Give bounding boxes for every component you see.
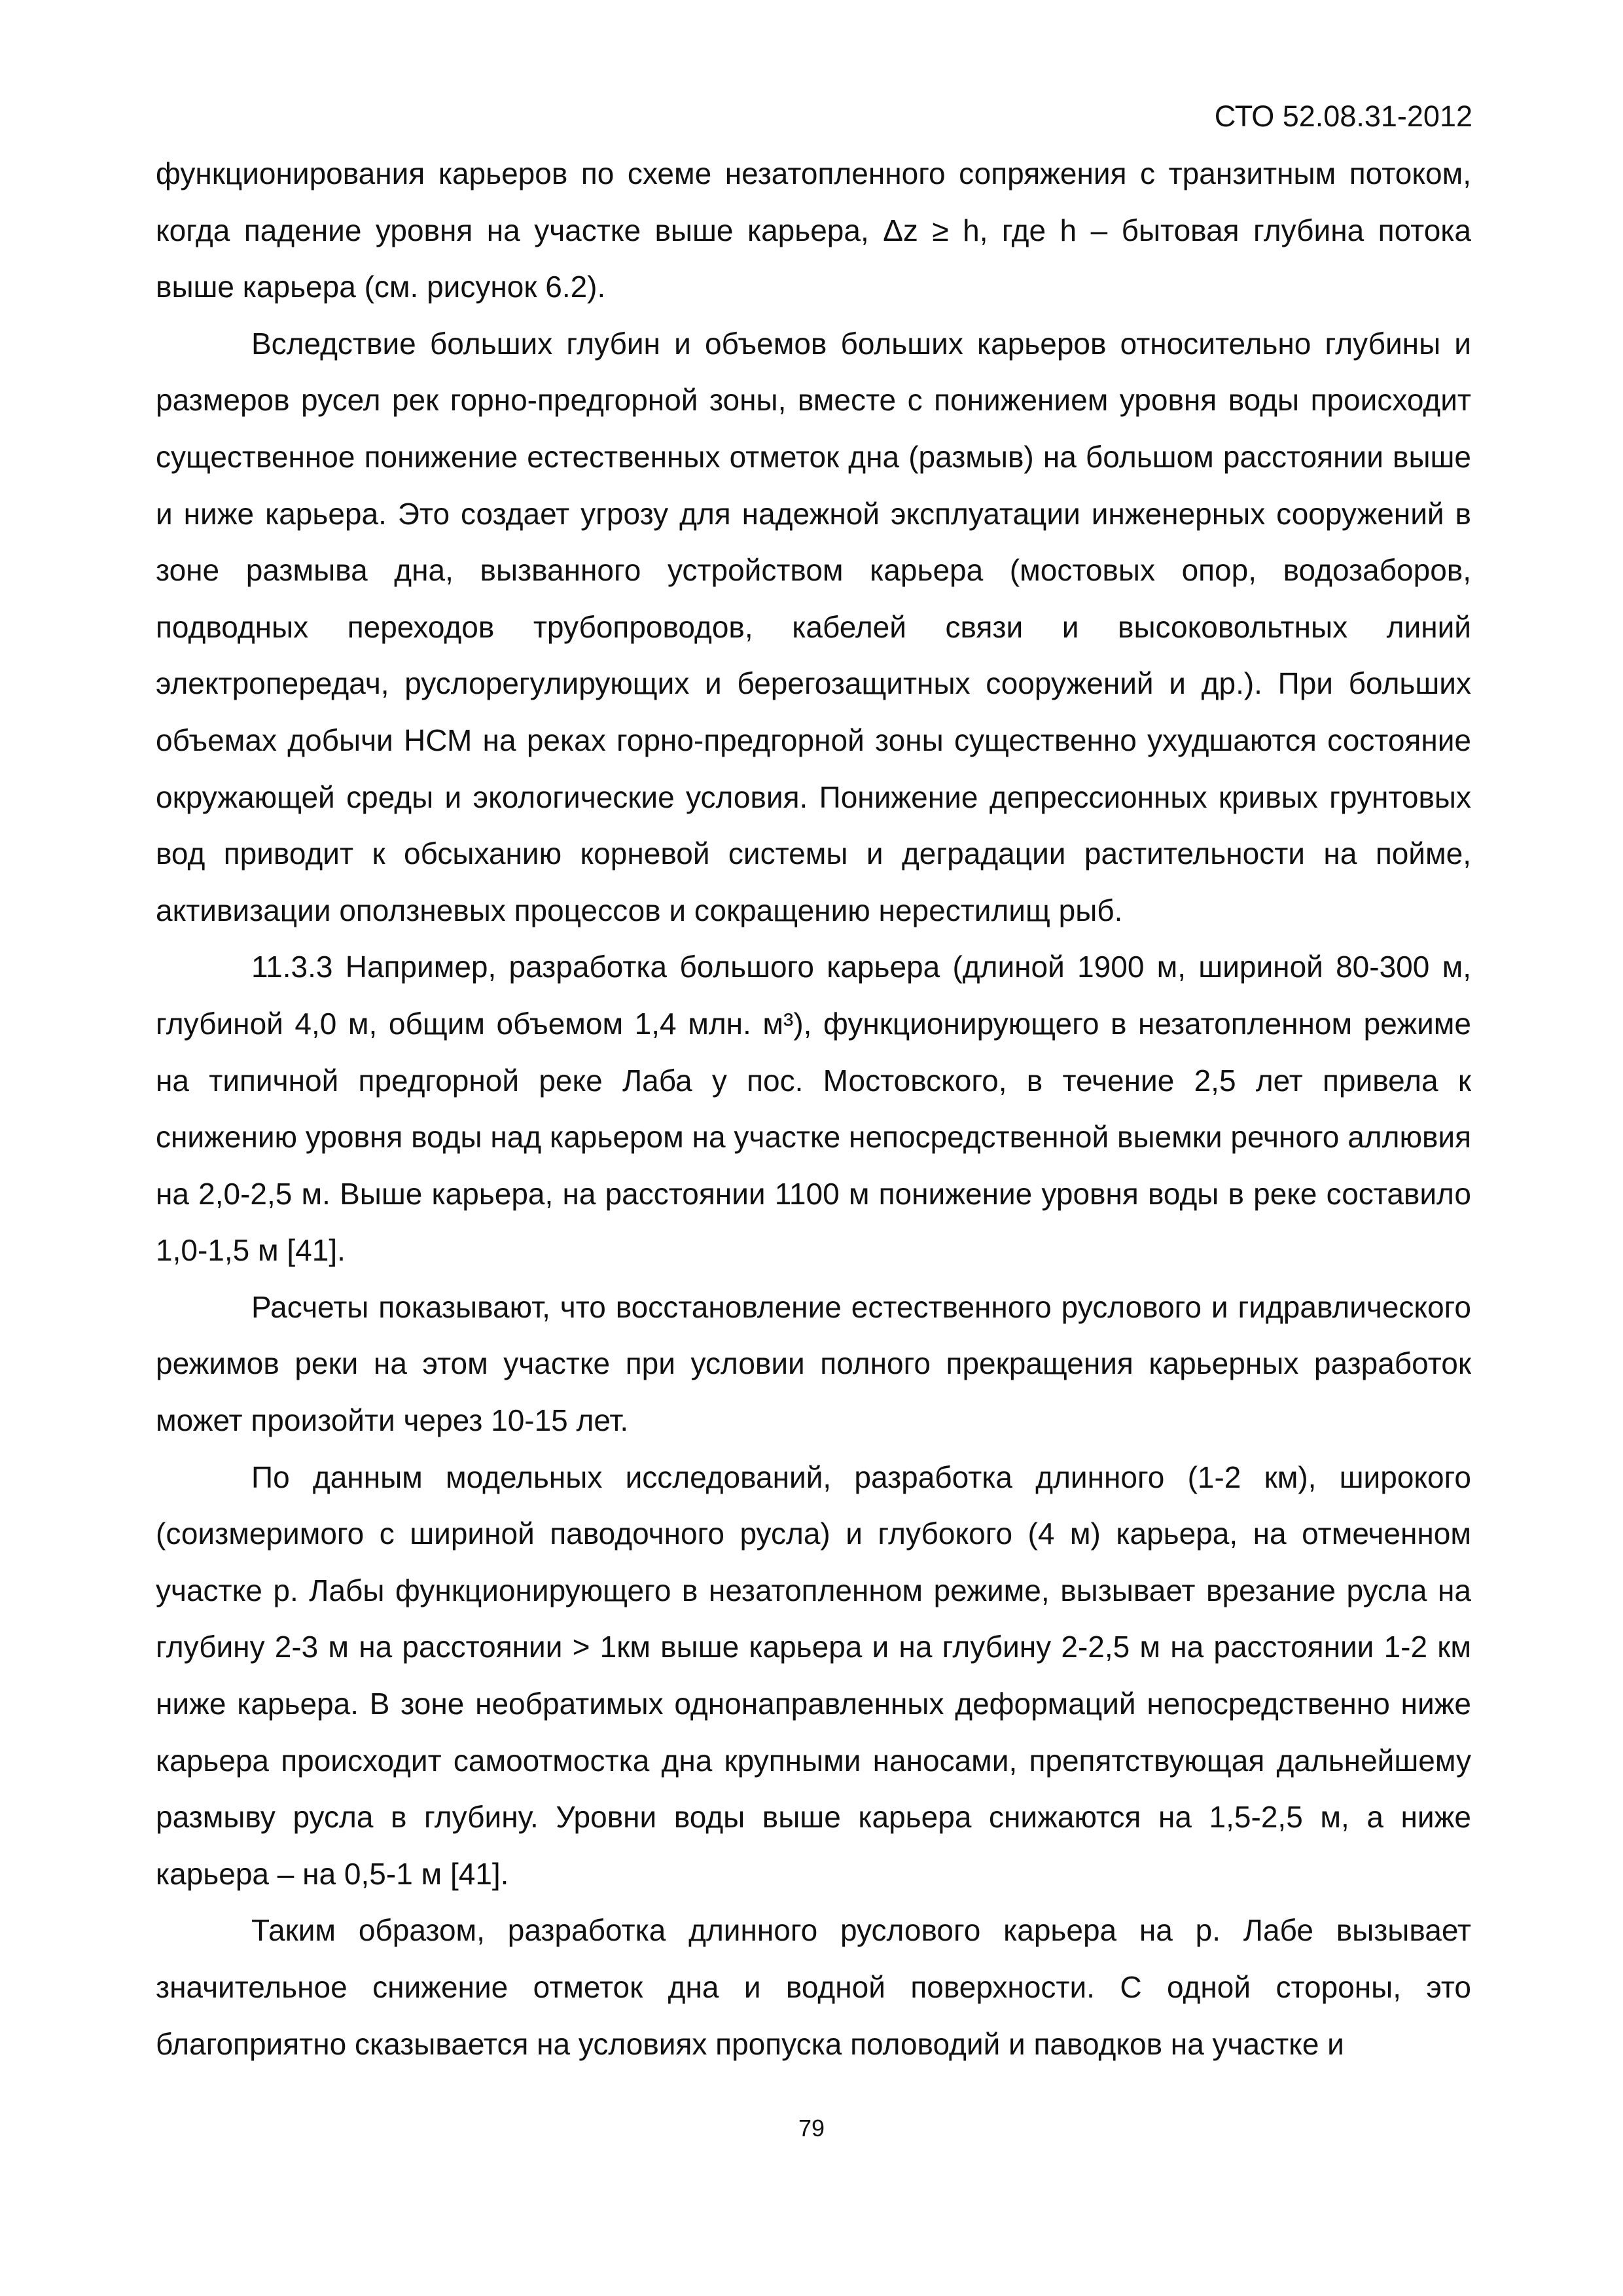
- body-text: [156, 145, 1471, 2072]
- document-code: СТО 52.08.31-2012: [1214, 99, 1472, 133]
- paragraph-conclusion: Таким образом, разработка длинного руслового карьера на р. Лабе вызывает значительное снижение отметок дна и водной поверхности. С одной стороны, это благоприятно сказывается на условиях пропуска половодий и паводков на участке и: [156, 1913, 1471, 2061]
- paragraph-continuation: функционирования карьеров по схеме незатопленного сопряжения с транзитным потоком, когда падение уровня на участке выше карьера, Δz ≥ h, где h – бытовая глубина потока выше карьера (см. рисунок 6.2).: [156, 156, 1471, 304]
- paragraph-recovery-calculations: Расчеты показывают, что восстановление естественного руслового и гидравлического режимов реки на этом участке при условии полного прекращения карьерных разработок может произойти через 10-15 лет.: [156, 1289, 1471, 1438]
- paragraph-model-studies: По данным модельных исследований, разработка длинного (1-2 км), широкого (соизмеримого с шириной паводочного русла) и глубокого (4 м) карьера, на отмеченном участке р. Лабы функционирующего в незатопленном режиме, вызывает врезание русла на глубину 2-3 м на расстоянии > 1км выше карьера и на глубину 2-2,5 м на расстоянии 1-2 км ниже карьера. В зоне необратимых однонаправленных деформаций непосредственно ниже карьера происходит самоотмостка дна крупными наносами, препятствующая дальнейшему размыву русла в глубину. Уровни воды выше карьера снижаются на 1,5-2,5 м, а ниже карьера – на 0,5-1 м [41].: [156, 1460, 1471, 1891]
- paragraph-consequences: Вследствие больших глубин и объемов больших карьеров относительно глубины и размеров русел рек горно-предгорной зоны, вместе с понижением уровня воды происходит существенное понижение естественных отметок дна (размыв) на большом расстоянии выше и ниже карьера. Это создает угрозу для надежной эксплуатации инженерных сооружений в зоне размыва дна, вызванного устройством карьера (мостовых опор, водозаборов, подводных переходов трубопроводов, кабелей связи и высоковольтных линий электропередач, руслорегулирующих и берегозащитных сооружений и др.). При больших объемах добычи НСМ на реках горно-предгорной зоны существенно ухудшаются состояние окружающей среды и экологические условия. Понижение депрессионных кривых грунтовых вод приводит к обсыханию корневой системы и деградации растительности на пойме, активизации оползневых процессов и сокращению нерестилищ рыб.: [156, 326, 1471, 927]
- paragraph-11-3-3-example: 11.3.3 Например, разработка большого карьера (длиной 1900 м, шириной 80-300 м, глубиной 4,0 м, общим объемом 1,4 млн. м³), функционирующего в незатопленном режиме на типичной предгорной реке Лаба у пос. Мостовского, в течение 2,5 лет привела к снижению уровня воды над карьером на участке непосредственной выемки речного аллювия на 2,0-2,5 м. Выше карьера, на расстоянии 1100 м понижение уровня воды в реке составило 1,0-1,5 м [41].: [156, 950, 1471, 1268]
- page-number: 79: [798, 2115, 825, 2142]
